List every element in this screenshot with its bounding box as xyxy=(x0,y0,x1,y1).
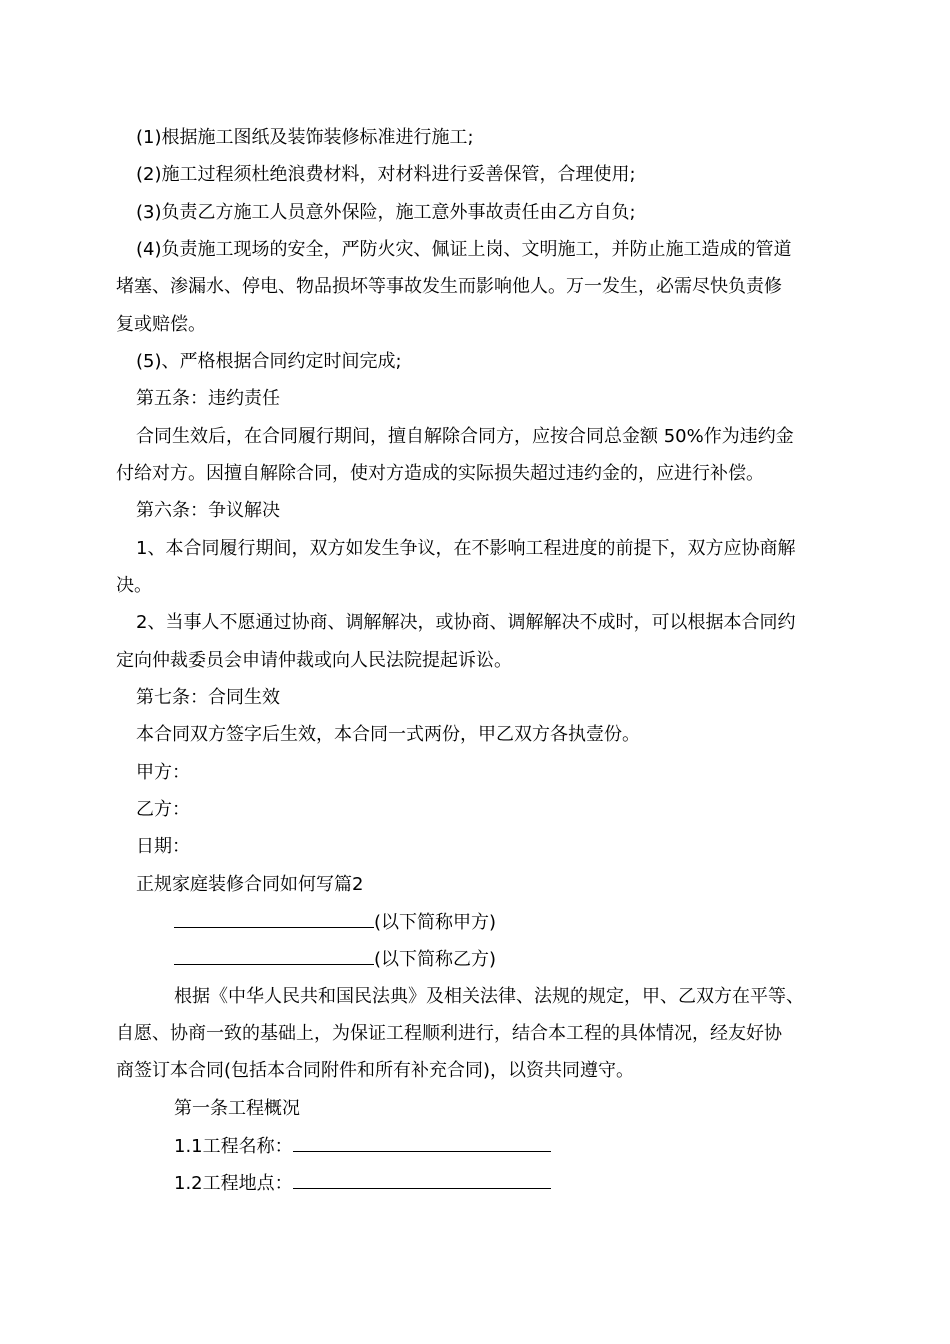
project-name-label: 1.1工程名称： xyxy=(174,1136,293,1157)
project-location-row xyxy=(174,1171,551,1196)
preamble-line-1: 根据《中华人民共和国民法典》及相关法律、法规的规定，甲、乙双方在平等、 xyxy=(174,986,804,1007)
clause-item-4-line-1: (4)负责施工现场的安全，严防火灾、佩证上岗、文明施工，并防止施工造成的管道 xyxy=(136,239,792,260)
preamble-line-3: 商签订本合同(包括本合同附件和所有补充合同)，以资共同遵守。 xyxy=(116,1060,635,1081)
article-5-text-line-1: 合同生效后，在合同履行期间，擅自解除合同方，应按合同总金额 50%作为违约金 xyxy=(136,426,794,447)
article-6-para-1-line-2: 决。 xyxy=(116,575,152,596)
article-6-para-2-line-1: 2、当事人不愿通过协商、调解解决，或协商、调解解决不成时，可以根据本合同约 xyxy=(136,612,796,633)
clause-item-3: (3)负责乙方施工人员意外保险，施工意外事故责任由乙方自负; xyxy=(136,202,636,223)
party-b-name-blank xyxy=(174,947,374,965)
clause-item-5: (5)、严格根据合同约定时间完成; xyxy=(136,351,402,372)
project-name-blank xyxy=(293,1134,551,1152)
article-6-heading: 第六条：争议解决 xyxy=(136,500,280,521)
article-1-heading: 第一条工程概况 xyxy=(174,1098,300,1119)
party-b-suffix: (以下简称乙方) xyxy=(374,949,497,970)
section-2-title: 正规家庭装修合同如何写篇2 xyxy=(136,874,364,895)
party-a-declaration xyxy=(174,910,496,935)
preamble-line-2: 自愿、协商一致的基础上，为保证工程顺利进行，结合本工程的具体情况，经友好协 xyxy=(116,1023,782,1044)
project-location-label: 1.2工程地点： xyxy=(174,1173,293,1194)
clause-item-4-line-3: 复或赔偿。 xyxy=(116,314,206,335)
party-a-name-blank xyxy=(174,910,374,928)
date-label: 日期： xyxy=(136,836,190,857)
article-7-text: 本合同双方签字后生效，本合同一式两份，甲乙双方各执壹份。 xyxy=(136,724,640,745)
party-a-suffix: (以下简称甲方) xyxy=(374,912,497,933)
article-6-para-1-line-1: 1、本合同履行期间，双方如发生争议，在不影响工程进度的前提下，双方应协商解 xyxy=(136,538,796,559)
clause-item-4-line-2: 堵塞、渗漏水、停电、物品损坏等事故发生而影响他人。万一发生，必需尽快负责修 xyxy=(116,276,782,297)
clause-item-1: (1)根据施工图纸及装饰装修标准进行施工; xyxy=(136,127,474,148)
clause-item-2: (2)施工过程须杜绝浪费材料，对材料进行妥善保管，合理使用; xyxy=(136,164,636,185)
article-5-text-line-2: 付给对方。因擅自解除合同，使对方造成的实际损失超过违约金的，应进行补偿。 xyxy=(116,463,764,484)
article-5-heading: 第五条：违约责任 xyxy=(136,388,280,409)
article-6-para-2-line-2: 定向仲裁委员会申请仲裁或向人民法院提起诉讼。 xyxy=(116,650,512,671)
project-name-row xyxy=(174,1134,551,1159)
party-b-declaration xyxy=(174,947,496,972)
project-location-blank xyxy=(293,1171,551,1189)
article-7-heading: 第七条：合同生效 xyxy=(136,687,280,708)
party-a-signature-label: 甲方： xyxy=(136,762,190,783)
party-b-signature-label: 乙方： xyxy=(136,799,190,820)
